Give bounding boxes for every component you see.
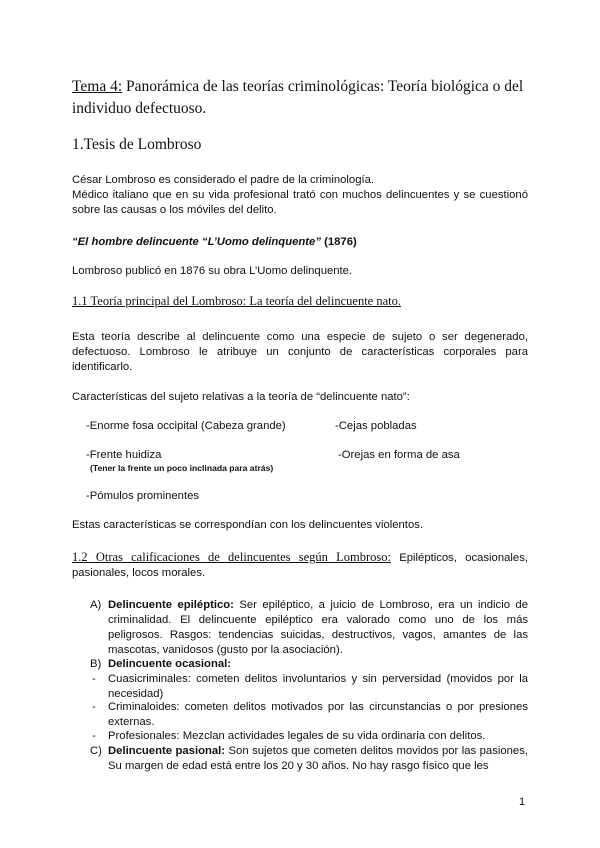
item-b-marker: B) [90, 658, 102, 670]
book-title: “El hombre delincuente “L’Uomo delinquente” [72, 236, 321, 248]
section-1-1-heading: 1.1 Teoría principal del Lombroso: La teoría del delincuente nato. [72, 294, 401, 308]
item-a-text [108, 598, 528, 658]
item-b-sub3: Profesionales: Mezclan actividades legales de su vida ordinaria con delitos. [108, 730, 486, 742]
item-b-sub3-dash: - [92, 730, 96, 742]
item-b-sub1: Cuasicriminales: cometen delitos involuntarios y sin perversidad (movidos por la necesidad) [108, 673, 528, 700]
document-title [72, 76, 542, 120]
item-a-body: Ser epiléptico, a juicio de Lombroso, era un indicio de criminalidad. El delincuente epiléptico era valorado como uno de los más peligrosos. Rasgos: tendencias suicidas, destructivos, vagos, amantes de las mascotas, vanidosos (gusto por la asociación). [108, 599, 528, 656]
trait-frente: -Frente huidiza [86, 449, 162, 461]
item-c-marker: C) [90, 745, 102, 757]
trait-cejas: -Cejas pobladas [335, 420, 417, 432]
trait-pomulos: -Pómulos prominentes [86, 490, 200, 502]
item-c-title: Delincuente pasional: [108, 745, 226, 757]
section-1-heading: 1.Tesis de Lombroso [72, 136, 202, 153]
title-line1: Panorámica de las teorías criminológicas: Teoría biológica o del [122, 78, 524, 95]
trait-occipital: -Enorme fosa occipital (Cabeza grande) [86, 420, 286, 432]
item-b-title-text: Delincuente ocasional: [108, 658, 232, 670]
section-1-1-closing: Estas características se correspondían con los delincuentes violentos. [72, 519, 424, 531]
section-1-2-heading-underlined: 1.2 Otras calificaciones de delincuentes según Lombroso: [72, 550, 391, 564]
trait-frente-note: (Tener la frente un poco inclinada para atrás) [90, 463, 274, 473]
trait-orejas: -Orejas en forma de asa [338, 449, 460, 461]
section-1-intro-line2: Médico italiano que en su vida profesional trató con muchos delincuentes y se cuestionó sobre las causas o los móviles del delito. [72, 189, 528, 216]
section-1-1-description: Esta teoría describe al delincuente como una especie de sujeto o ser degenerado, defectuoso. Lombroso le atribuye un conjunto de características corporales para identificarlo. [72, 331, 528, 373]
item-b-title [108, 657, 528, 672]
item-c-body: Son sujetos que cometen delitos movidos por las pasiones, Su margen de edad está entre los 20 y 30 años. No hay rasgo físico que les [108, 745, 529, 772]
title-line2: individuo defectuoso. [72, 100, 207, 117]
item-c-text [108, 744, 528, 774]
item-b-sub2-dash: - [92, 701, 96, 713]
book-title-line [72, 235, 528, 250]
section-1-intro-line1: César Lombroso es considerado el padre de la criminología. [72, 174, 375, 186]
section-1-2-heading-rest: Epilépticos, ocasionales, pasionales, locos morales. [72, 552, 528, 579]
item-a-marker: A) [90, 599, 102, 611]
book-sentence: Lombroso publicó en 1876 su obra L’Uomo delinquente. [72, 265, 353, 277]
item-b-sub1-dash: - [92, 673, 96, 685]
item-a-title: Delincuente epiléptico: [108, 599, 234, 611]
item-b-sub2: Criminaloides: cometen delitos motivados por las circunstancias o por presiones externas. [108, 701, 528, 728]
title-prefix: Tema 4: [72, 78, 123, 95]
page-number: 1 [519, 796, 526, 808]
characteristics-intro: Características del sujeto relativas a la teoría de “delincuente nato”: [72, 391, 410, 403]
book-year: (1876) [320, 236, 357, 248]
section-1-2-heading [72, 550, 528, 581]
